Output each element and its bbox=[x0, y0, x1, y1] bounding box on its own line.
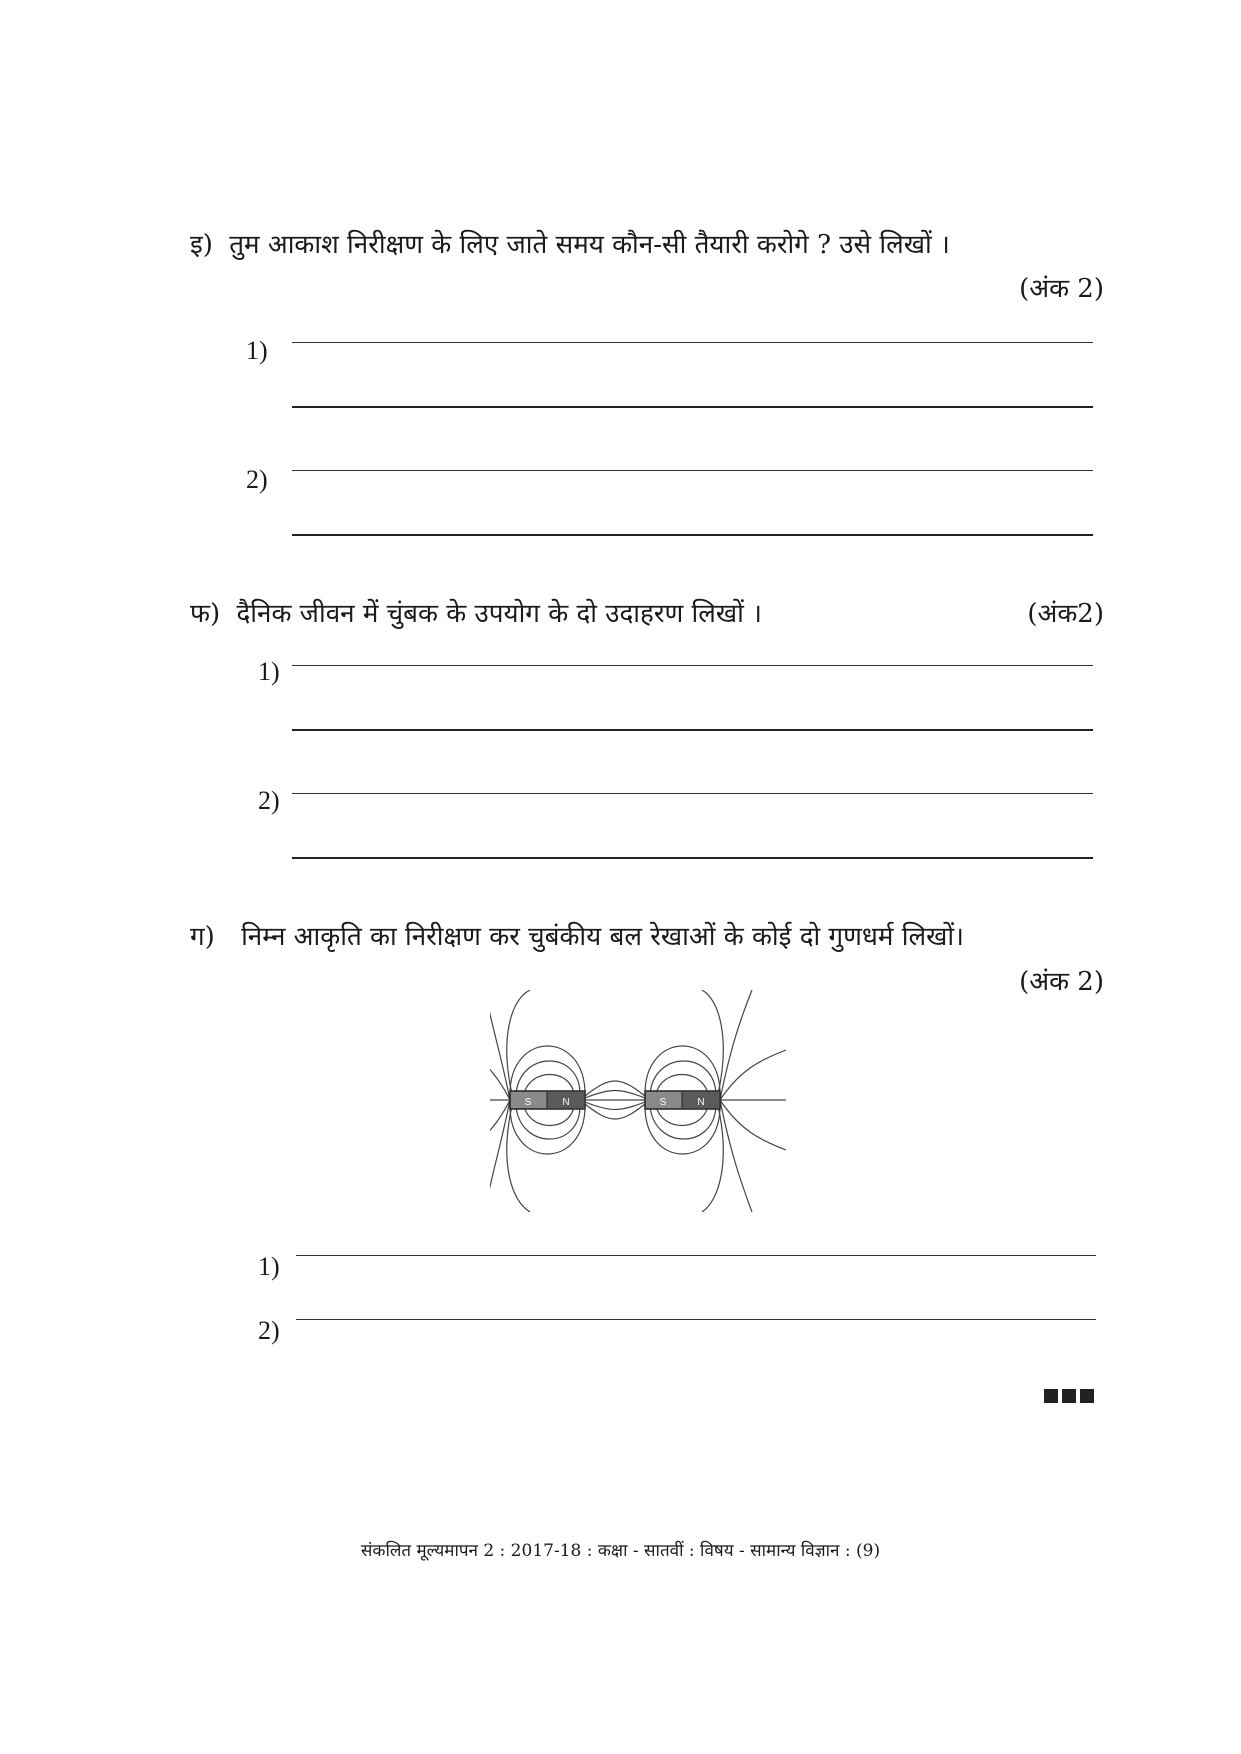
answer-line[interactable] bbox=[292, 793, 1093, 794]
magnet-pole-s: S bbox=[659, 1097, 667, 1108]
page-footer: संकलित मूल्यमापन 2 : 2017-18 : कक्षा - सातवीं : विषय - सामान्य विज्ञान : (9) bbox=[360, 1541, 881, 1561]
field-line bbox=[585, 1091, 645, 1099]
field-line bbox=[510, 1046, 585, 1094]
magnet-pole-s: S bbox=[524, 1097, 532, 1108]
answer-line[interactable] bbox=[292, 857, 1093, 859]
marks-label: (अंक 2) bbox=[1019, 967, 1104, 997]
magnet-pole-n: N bbox=[697, 1097, 705, 1108]
field-line bbox=[507, 990, 530, 1094]
field-line bbox=[585, 1104, 645, 1119]
answer-number: 2) bbox=[258, 786, 280, 815]
field-line bbox=[645, 1046, 720, 1094]
field-line bbox=[585, 1102, 645, 1110]
end-mark-square bbox=[1062, 1389, 1076, 1403]
question-label: ग) bbox=[190, 922, 215, 952]
answer-number: 2) bbox=[258, 1316, 280, 1345]
question-text: निम्न आकृति का निरीक्षण कर चुबंकीय बल रेखाओं के कोई दो गुणधर्म लिखों। bbox=[241, 922, 964, 952]
answer-line[interactable] bbox=[292, 665, 1093, 666]
field-line bbox=[720, 990, 752, 1100]
answer-number: 1) bbox=[246, 336, 268, 365]
field-line bbox=[510, 1106, 585, 1154]
answer-number: 2) bbox=[246, 465, 268, 494]
question-e bbox=[190, 228, 950, 262]
answer-number: 1) bbox=[258, 657, 280, 686]
answer-line[interactable] bbox=[296, 1255, 1096, 1256]
answer-line[interactable] bbox=[296, 1319, 1096, 1320]
answer-line[interactable] bbox=[292, 729, 1093, 731]
field-line bbox=[507, 1106, 530, 1212]
marks-label: (अंक2) bbox=[1027, 599, 1104, 629]
answer-line[interactable] bbox=[292, 534, 1093, 536]
answer-line[interactable] bbox=[292, 342, 1093, 343]
field-line bbox=[720, 1100, 752, 1212]
question-text: दैनिक जीवन में चुंबक के उपयोग के दो उदाहरण लिखों । bbox=[236, 599, 763, 629]
field-line bbox=[645, 1106, 720, 1154]
answer-line[interactable] bbox=[292, 406, 1093, 408]
question-label: इ) bbox=[190, 230, 213, 260]
marks-label: (अंक 2) bbox=[1019, 274, 1104, 304]
field-line bbox=[585, 1081, 645, 1096]
magnet-pole-n: N bbox=[562, 1097, 570, 1108]
question-g bbox=[190, 920, 964, 954]
question-label: फ) bbox=[190, 599, 221, 629]
answer-number: 1) bbox=[258, 1252, 280, 1281]
question-ph bbox=[190, 597, 762, 631]
question-text: तुम आकाश निरीक्षण के लिए जाते समय कौन-सी तैयारी करोगे ? उसे लिखों । bbox=[229, 230, 950, 260]
answer-line[interactable] bbox=[292, 470, 1093, 471]
magnetic-field-figure bbox=[490, 990, 786, 1212]
end-mark-square bbox=[1080, 1389, 1094, 1403]
end-mark-square bbox=[1044, 1389, 1058, 1403]
